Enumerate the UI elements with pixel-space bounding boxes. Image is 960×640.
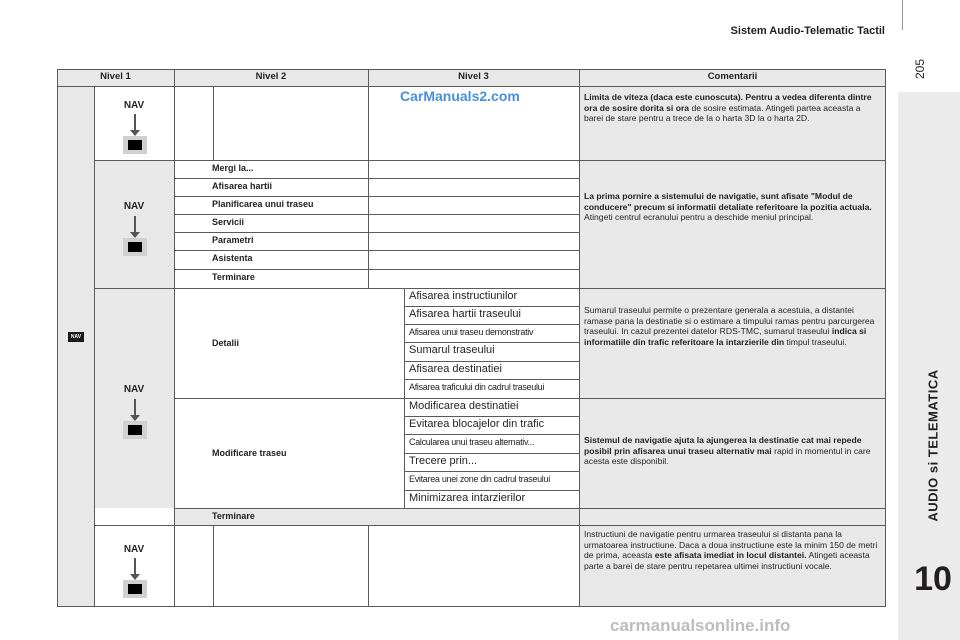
comment-row1-rest: de sosire estimata. Atingeti partea aceasta a barei de stare pentru a trece de la o harta 3D la o harta 2D. (584, 102, 861, 124)
header-level1: Nivel 1 (100, 71, 131, 82)
detalii-item: Afisarea destinatiei (409, 363, 502, 375)
detalii-item: Afisarea unui traseu demonstrativ (409, 327, 534, 337)
menu-item-parametri: Parametri (212, 235, 254, 245)
menu-item-planificarea: Planificarea unui traseu (212, 199, 314, 209)
comment-modificare-rest: rapid in momentul in care acesta este disponibil. (584, 445, 871, 467)
comment-detalii (579, 302, 885, 392)
nav-screen-icon (123, 558, 147, 598)
comment-detalii-bold: indica si informatiile din trafic referitoare la intarzierile din (584, 326, 867, 347)
top-divider (902, 0, 903, 30)
grid-line (57, 69, 58, 607)
comment-detalii-rest: Sumarul traseului permite o prezentare generala a acestuia, a distantei ramase pana la destinatie si o estimare a timpului ramas pentru parcurgerea traseului. In cazul prezentei datelor RDS-TMC, sumarul traseului (584, 305, 875, 337)
nav-screen-icon (123, 399, 147, 439)
header-level3: Nivel 3 (458, 71, 489, 82)
modificare-item: Calcularea unui traseu alternativ... (409, 437, 535, 447)
comment-menu (579, 188, 885, 278)
level2-terminare: Terminare (212, 511, 255, 521)
comment-last (579, 526, 885, 606)
modificare-item: Evitarea unei zone din cadrul traseului (409, 474, 550, 484)
comment-detalii-end: timpul traseului. (786, 336, 847, 347)
nav-label-4: NAV (123, 544, 145, 555)
page-number-text: 205 (913, 58, 927, 80)
modificare-item: Minimizarea intarzierilor (409, 492, 526, 504)
grid-line (368, 525, 369, 607)
level2-detalii: Detalii (212, 338, 240, 348)
comment-menu-bold: La prima pornire a sistemului de navigatie, sunt afisate "Modul de conducere" precum si informatii detaliate referitoare la pozitia actuala. (584, 191, 872, 212)
header-comments: Comentarii (707, 71, 758, 82)
grid-line (213, 525, 214, 607)
detalii-item: Sumarul traseului (409, 344, 495, 356)
chapter-number: 10 (914, 560, 952, 598)
detalii-item: Afisarea instructiunilor (409, 290, 518, 302)
nav-cell-3 (94, 288, 174, 508)
section-title (918, 348, 948, 548)
menu-item-asistenta: Asistenta (212, 253, 253, 263)
grid-line (213, 86, 214, 160)
comment-menu-rest: Atingeti centrul ecranului pentru a deschide meniul principal. (584, 212, 814, 223)
grid-line (57, 69, 886, 70)
comment-last-bold: este afisata imediat in locul distantei. (654, 550, 807, 561)
modificare-item: Trecere prin... (409, 455, 478, 467)
detalii-item: Afisarea hartii traseului (409, 308, 521, 320)
comment-row1-bold: Limita de viteza (daca este cunoscuta). Pentru a vedea diferenta dintre ora de sosire dorita si ora (584, 92, 872, 113)
menu-item-terminare: Terminare (212, 272, 255, 282)
nav-label-1: NAV (123, 100, 145, 111)
nav-screen-icon (123, 216, 147, 256)
detalii-item: Afisarea traficului din cadrul traseului (409, 382, 545, 392)
watermark-top: CarManuals2.com (400, 88, 520, 104)
comment-last-end: Atingeti aceasta parte a barei de stare pentru repetarea ultimei instructiuni vocale. (584, 550, 870, 571)
watermark-bottom: carmanualsonline.info (610, 616, 791, 635)
menu-item-afisarea-hartii: Afisarea hartii (212, 181, 273, 191)
grid-line (94, 86, 95, 607)
modificare-item: Modificarea destinatiei (409, 400, 519, 412)
grid-line (57, 606, 886, 607)
page-header-title: Sistem Audio-Telematic Tactil (730, 25, 885, 37)
nav-label-3: NAV (123, 384, 145, 395)
comment-modificare-bold: Sistemul de navigatie ajuta la ajungerea la destinatie cat mai repede posibil prin afisarea unui traseu alternativ mai (584, 435, 862, 456)
modificare-item: Evitarea blocajelor din trafic (409, 418, 545, 430)
page-number (905, 50, 935, 90)
menu-item-mergi: Mergi la... (212, 163, 254, 173)
header-level2: Nivel 2 (255, 71, 287, 82)
nav-small-icon: NAV (68, 332, 84, 342)
comment-row1 (579, 89, 885, 159)
section-title-text: AUDIO si TELEMATICA (925, 369, 941, 522)
menu-item-servicii: Servicii (212, 217, 245, 227)
grid-line (885, 69, 886, 607)
grid-line (368, 69, 369, 289)
level2-modificare: Modificare traseu (212, 448, 287, 458)
comment-modificare (579, 432, 885, 482)
nav-label-2: NAV (123, 201, 145, 212)
nav-screen-icon (123, 114, 147, 154)
grid-line (57, 86, 886, 87)
comment-last-rest: Instructiuni de navigatie pentru urmarea traseului si distanta pana la urmatoarea instructiune. Daca a doua instructiune este la minim 150 de metri de prima, aceasta (584, 529, 878, 561)
